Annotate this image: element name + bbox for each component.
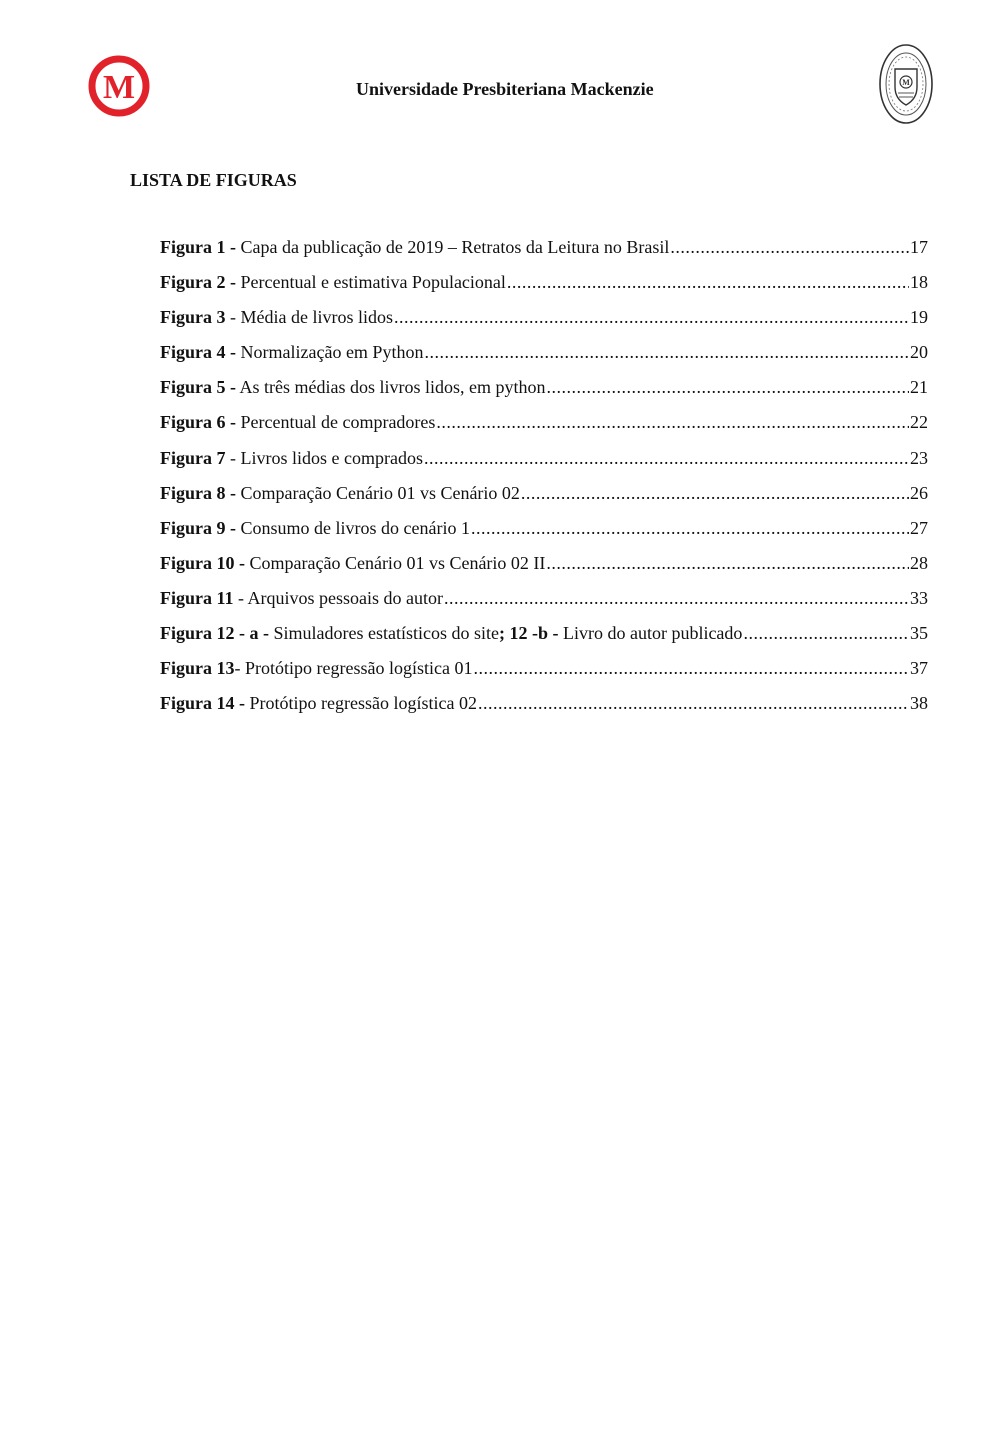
dot-leader <box>473 658 909 679</box>
figure-title: Percentual de compradores <box>236 412 436 433</box>
figure-title: - Média de livros lidos <box>225 307 393 328</box>
figure-label: Figura 5 - <box>160 377 236 398</box>
section-title: LISTA DE FIGURAS <box>130 170 297 190</box>
page-number: 19 <box>910 307 928 328</box>
figure-entry-text <box>160 448 423 469</box>
dot-leader <box>471 518 909 539</box>
figure-label-secondary: ; 12 -b - <box>498 623 559 644</box>
figure-entry-text <box>160 623 742 644</box>
page-number: 23 <box>910 447 928 468</box>
figure-title: Capa da publicação de 2019 – Retratos da Leitura no Brasil <box>236 237 670 257</box>
figure-entry-text <box>160 658 472 679</box>
dot-leader <box>521 483 909 504</box>
figure-entry-text <box>160 342 423 363</box>
dot-leader <box>670 237 909 258</box>
figure-entry-text <box>160 307 393 328</box>
page-number: 18 <box>910 272 928 293</box>
figure-title: - Arquivos pessoais do autor <box>233 587 443 608</box>
page-number: 28 <box>910 552 928 573</box>
figure-label: Figura 3 <box>160 307 226 328</box>
figure-title: Percentual e estimativa Populacional <box>236 272 506 293</box>
figure-list-entry[interactable] <box>160 483 928 518</box>
figure-list-entry[interactable] <box>160 448 928 483</box>
dot-leader <box>436 412 909 433</box>
figure-title: - Livros lidos e comprados <box>225 447 423 468</box>
figure-entry-text <box>160 483 520 504</box>
figure-label: Figura 4 - <box>160 342 236 363</box>
figure-title: Consumo de livros do cenário 1 <box>236 517 470 538</box>
figure-label: Figura 9 - <box>160 517 236 538</box>
figure-entry-text <box>160 518 470 539</box>
figure-label: Figura 11 <box>160 587 234 608</box>
figure-list-entry[interactable] <box>160 342 928 377</box>
figure-title: Simuladores estatísticos do site <box>268 623 499 644</box>
figure-list-entry[interactable] <box>160 272 928 307</box>
figure-list-entry[interactable] <box>160 307 928 342</box>
page-number: 35 <box>910 623 928 644</box>
page-number: 22 <box>910 412 928 433</box>
dot-leader <box>507 272 909 293</box>
figure-title: Protótipo regressão logística 02 <box>245 693 477 714</box>
mackenzie-m-logo-icon <box>87 54 151 118</box>
figure-entry-text <box>160 693 477 714</box>
figure-list-entry[interactable] <box>160 412 928 447</box>
figure-title: As três médias dos livros lidos, em python <box>236 377 546 398</box>
figure-list-entry[interactable] <box>160 623 928 658</box>
figure-label: Figura 7 <box>160 447 226 468</box>
figure-entry-text <box>160 588 443 609</box>
figure-entry-text <box>160 237 669 258</box>
page-number: 37 <box>910 658 928 679</box>
figure-list-entry[interactable] <box>160 658 928 693</box>
figure-label: Figura 12 - a - <box>160 623 269 644</box>
figure-list-entry[interactable] <box>160 693 928 728</box>
figure-entry-text <box>160 272 506 293</box>
dot-leader <box>743 623 909 644</box>
figure-label: Figura 10 - <box>160 552 245 573</box>
figure-entry-text <box>160 412 435 433</box>
page-number: 26 <box>910 482 928 503</box>
page-number: 17 <box>910 237 928 257</box>
figure-title: Normalização em Python <box>236 342 424 363</box>
figure-list <box>160 237 928 728</box>
figure-title: Comparação Cenário 01 vs Cenário 02 II <box>245 552 546 573</box>
figure-entry-text <box>160 377 546 398</box>
page-number: 21 <box>910 377 928 398</box>
dot-leader <box>546 553 909 574</box>
figure-label: Figura 13 <box>160 658 235 679</box>
dot-leader <box>444 588 909 609</box>
figure-title: - Protótipo regressão logística 01 <box>234 658 473 679</box>
figure-entry-text <box>160 553 545 574</box>
page-number: 27 <box>910 517 928 538</box>
figure-label: Figura 8 - <box>160 482 236 503</box>
figure-list-entry[interactable] <box>160 518 928 553</box>
figure-label: Figura 6 - <box>160 412 236 433</box>
figure-title-secondary: Livro do autor publicado <box>558 623 743 644</box>
page-number: 38 <box>910 693 928 714</box>
figure-list-entry[interactable] <box>160 553 928 588</box>
svg-text:M: M <box>902 78 910 87</box>
figure-label: Figura 2 - <box>160 272 236 293</box>
dot-leader <box>394 307 909 328</box>
figure-title: Comparação Cenário 01 vs Cenário 02 <box>236 482 520 503</box>
logo-letter: M <box>102 69 136 106</box>
figure-label: Figura 1 - <box>160 237 236 257</box>
dot-leader <box>547 377 910 398</box>
page-number: 20 <box>910 342 928 363</box>
figure-list-entry[interactable] <box>160 588 928 623</box>
dot-leader <box>478 693 909 714</box>
university-name: Universidade Presbiteriana Mackenzie <box>356 79 654 99</box>
page-number: 33 <box>910 587 928 608</box>
figure-list-entry[interactable] <box>160 237 928 272</box>
figure-list-entry[interactable] <box>160 377 928 412</box>
dot-leader <box>424 342 909 363</box>
university-seal-icon <box>878 43 934 125</box>
dot-leader <box>424 448 909 469</box>
figure-label: Figura 14 - <box>160 693 245 714</box>
